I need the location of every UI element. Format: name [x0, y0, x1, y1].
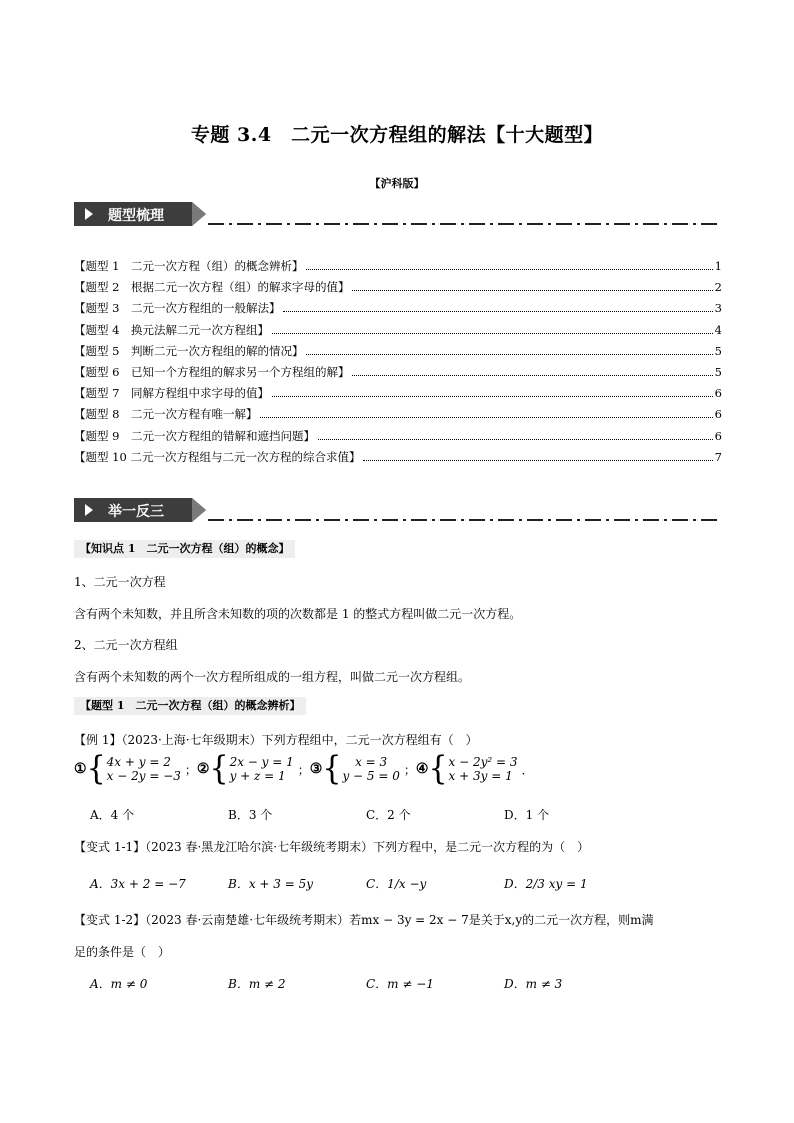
system-2: 2x − y = 1 y + z = 1: [229, 755, 294, 783]
option-b[interactable]: B．m ≠ 2: [228, 977, 286, 991]
option-d[interactable]: D．2/3 xy = 1: [504, 877, 588, 891]
document-title: 专题 3.4 二元一次方程组的解法【十大题型】: [190, 124, 604, 146]
toc-row[interactable]: 【题型 2 根据二元一次方程（组）的解求字母的值】 2: [74, 280, 722, 295]
variant11-options: [90, 875, 690, 892]
banner-practice: [74, 496, 720, 530]
toc-row[interactable]: 【题型 6 已知一个方程组的解求另一个方程组的解】 5: [74, 364, 722, 379]
toc-row[interactable]: 【题型 7 同解方程组中求字母的值】 6: [74, 386, 722, 401]
k2-title: 2、二元一次方程组: [74, 638, 178, 652]
banner-practice-label: 举一反三: [108, 504, 164, 520]
toc-row[interactable]: 【题型 10 二元一次方程组与二元一次方程的综合求值】 7: [74, 449, 722, 464]
option-c[interactable]: C．m ≠ −1: [366, 977, 434, 991]
banner-topics-label: 题型梳理: [108, 208, 164, 224]
toc-row[interactable]: 【题型 1 二元一次方程（组）的概念辨析】 1: [74, 259, 722, 273]
variant11-text: 【变式 1-1】（2023 春·黑龙江哈尔滨·七年级统考期末）下列方程中，是二元一次方程的为（ ）: [74, 840, 590, 854]
toc-row[interactable]: 【题型 5 判断二元一次方程组的解的情况】 5: [74, 343, 722, 358]
k1-title: 1、二元一次方程: [74, 575, 166, 589]
system-1: 4x + y = 2 x − 2y = −3: [106, 755, 181, 783]
option-c[interactable]: C．1/x −y: [366, 877, 427, 891]
variant12-options: [90, 975, 690, 992]
option-a[interactable]: A．4 个: [90, 808, 135, 822]
variant12-text: 【变式 1-2】（2023 春·云南楚雄·七年级统考期末）若mx − 3y = 2x − 7是关于x,y的二元一次方程，则m满: [74, 913, 654, 927]
toc-row[interactable]: 【题型 8 二元一次方程有唯一解】 6: [74, 407, 722, 422]
toc-row[interactable]: 【题型 9 二元一次方程组的错解和遮挡问题】 6: [74, 428, 722, 443]
option-c[interactable]: C．2 个: [366, 808, 411, 822]
system-4: x − 2y² = 3 x + 3y = 1: [448, 755, 518, 783]
example1-options: [90, 806, 690, 823]
banner-shape: [74, 200, 720, 234]
option-a[interactable]: A．3x + 2 = −7: [90, 877, 186, 891]
option-a[interactable]: A．m ≠ 0: [90, 977, 148, 991]
table-of-contents: [74, 258, 722, 470]
system-3: x = 3 y − 5 = 0: [342, 755, 400, 783]
option-b[interactable]: B．x + 3 = 5y: [228, 877, 314, 891]
knowledge-heading: 【知识点 1 二元一次方程（组）的概念】: [74, 540, 295, 558]
toc-row[interactable]: 【题型 3 二元一次方程组的一般解法】 3: [74, 301, 722, 316]
option-d[interactable]: D．1 个: [504, 808, 550, 822]
k1-text: 含有两个未知数，并且所含未知数的项的次数都是 1 的整式方程叫做二元一次方程。: [74, 607, 522, 621]
option-b[interactable]: B．3 个: [228, 808, 273, 822]
equation-systems: ① { 4x + y = 2 x − 2y = −3 ； ② { 2x − y = 1 y + z = 1 ； ③ { x = 3 y − 5 = 0 ； ④ { x − 2y² = 3 x + 3y = 1 ．: [74, 749, 534, 788]
banner-shape: [74, 496, 720, 530]
example1-text: 【例 1】（2023·上海·七年级期末）下列方程组中，二元一次方程组有（ ）: [74, 733, 478, 747]
variant12-text-cont: 足的条件是（ ）: [74, 945, 171, 959]
type1-heading: 【题型 1 二元一次方程（组）的概念辨析】: [74, 697, 306, 715]
option-d[interactable]: D．m ≠ 3: [504, 977, 563, 991]
banner-topics: [74, 200, 720, 234]
k2-text: 含有两个未知数的两个一次方程所组成的一组方程，叫做二元一次方程组。: [74, 670, 471, 684]
toc-row[interactable]: 【题型 4 换元法解二元一次方程组】 4: [74, 322, 722, 337]
edition-label: 【沪科版】: [369, 177, 425, 190]
